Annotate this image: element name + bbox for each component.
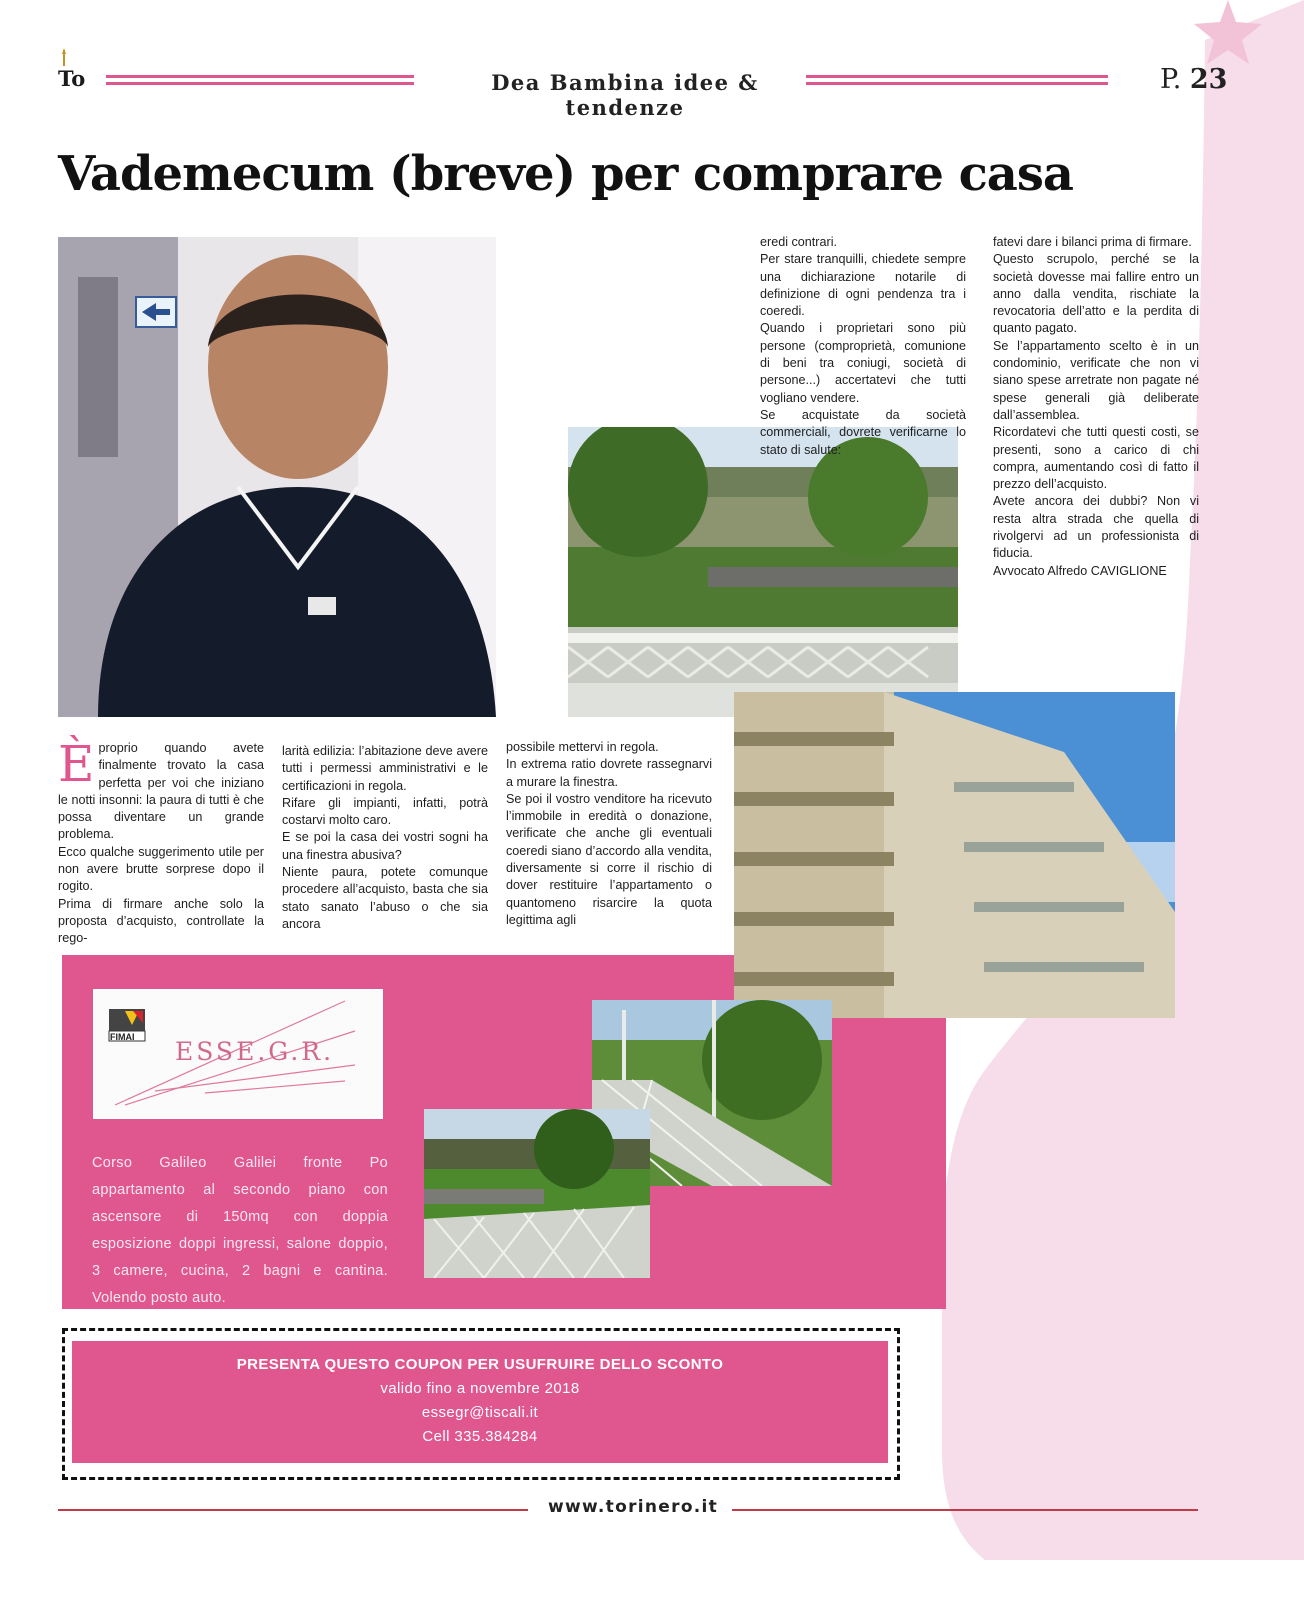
coupon-validity: valido fino a novembre 2018	[380, 1380, 580, 1397]
header-rule-left	[106, 75, 414, 85]
col4-para-3: Quando i proprietari sono più persone (comproprietà, comunione di beni tra coniugi, società di persone...) accertatevi che tutti vogliano vendere.	[760, 321, 966, 405]
col1-para-1: proprio quando avete finalmente trovato la casa perfetta per voi che iniziano le notti insonni: la paura di tutti è che possa diventare un grande problema.	[58, 741, 264, 842]
col3-para-1: possibile mettervi in regola.	[506, 740, 659, 754]
author-signature: Avvocato Alfredo CAVIGLIONE	[993, 563, 1167, 578]
col4-para-2: Per stare tranquilli, chiedete sempre una dichiarazione notarile di definizione di ogni pendenza tra i coeredi.	[760, 252, 966, 319]
header-rule-right	[806, 75, 1108, 85]
col2-para-1: larità edilizia: l’abitazione deve avere tutti i permessi amministrativi e le certificazioni in regola.	[282, 744, 488, 793]
river-view-photo	[568, 427, 958, 717]
col5-para-4: Ricordatevi che tutti questi costi, se presenti, sono a carico di chi compra, aumentando così di fatto il prezzo dell’acquisto.	[993, 425, 1199, 492]
coupon-headline: PRESENTA QUESTO COUPON PER USUFRUIRE DELLO SCONTO	[236, 1356, 724, 1373]
company-name: ESSE.G.R.	[175, 1037, 335, 1066]
magazine-logo	[56, 46, 96, 96]
dropcap-letter: È	[58, 735, 95, 793]
col3-para-3: Se poi il vostro venditore ha ricevuto l’immobile in eredità o donazione, verificate che anche gli eventuali coeredi siano d’accordo alla vendita, diversamente si corre il rischio di dover restituire l’appartamento o quantomeno risarcire la quota legittima agli	[506, 791, 712, 927]
page-number-value: 23	[1189, 64, 1228, 95]
article-column-1	[58, 735, 264, 948]
article-column-3	[506, 739, 712, 929]
col5-para-2: Questo scrupolo, perché se la società dovesse mai fallire entro un anno dalla vendita, rischiate la revocatoria dell’atto e la perdita di quanto pagato.	[993, 252, 1199, 336]
col3-para-2: In extrema ratio dovrete rassegnarvi a murare la finestra.	[506, 757, 712, 789]
coupon-box	[72, 1341, 888, 1463]
col1-para-2: Ecco qualche suggerimento utile per non avere brutte sorprese dopo il rogito.	[58, 844, 264, 894]
logo-text: To	[58, 66, 86, 91]
col5-para-3: Se l’appartamento scelto è in un condominio, verificate che non vi siano spese arretrate non pagate né spese generali già deliberate dall’assemblea.	[993, 338, 1199, 422]
col2-para-4: Niente paura, potete comunque procedere all’acquisto, basta che sia stato sanato l’abuso o che sia ancora	[282, 865, 488, 931]
page-number	[1160, 64, 1227, 95]
building-photo	[734, 692, 1175, 1018]
col4-para-4: Se acquistate da società commerciali, dovrete verificarne lo stato di salute:	[760, 407, 966, 457]
col5-para-5: Avete ancora dei dubbi? Non vi resta altra strada che quella di rivolgervi ad un professionista di fiducia.	[993, 494, 1199, 561]
author-portrait-photo	[58, 237, 496, 717]
article-title: Vademecum (breve) per comprare casa	[58, 146, 1074, 202]
fimai-label: FIMAI	[110, 1032, 135, 1042]
ad-description: Corso Galileo Galilei fronte Po appartamento al secondo piano con ascensore di 150mq con doppia esposizione doppi ingressi, salone doppio, 3 camere, cucina, 2 bagni e cantina. Volendo posto auto.	[92, 1155, 388, 1306]
col4-para-1: eredi contrari.	[760, 235, 837, 249]
footer-rule-left	[58, 1509, 528, 1511]
article-column-4	[760, 234, 966, 459]
essegr-logo	[93, 989, 383, 1119]
article-column-2	[282, 743, 488, 933]
col2-para-3: E se poi la casa dei vostri sogni ha una finestra abusiva?	[282, 830, 488, 862]
footer-rule-right	[732, 1509, 1198, 1511]
garden-view-photo	[424, 1109, 650, 1278]
coupon-phone[interactable]: Cell 335.384284	[422, 1428, 538, 1445]
col2-para-2: Rifare gli impianti, infatti, potrà costarvi molto caro.	[282, 795, 488, 828]
col5-para-1: fatevi dare i bilanci prima di firmare.	[993, 235, 1192, 249]
page-prefix: P.	[1160, 64, 1182, 95]
article-column-5	[993, 234, 1199, 580]
section-title: Dea Bambina idee & tendenze	[491, 70, 759, 120]
footer-website[interactable]: www.torinero.it	[548, 1497, 719, 1517]
coupon-email[interactable]: essegr@tiscali.it	[421, 1404, 539, 1421]
col1-para-3: Prima di firmare anche solo la proposta d’acquisto, controllate la rego-	[58, 896, 264, 946]
